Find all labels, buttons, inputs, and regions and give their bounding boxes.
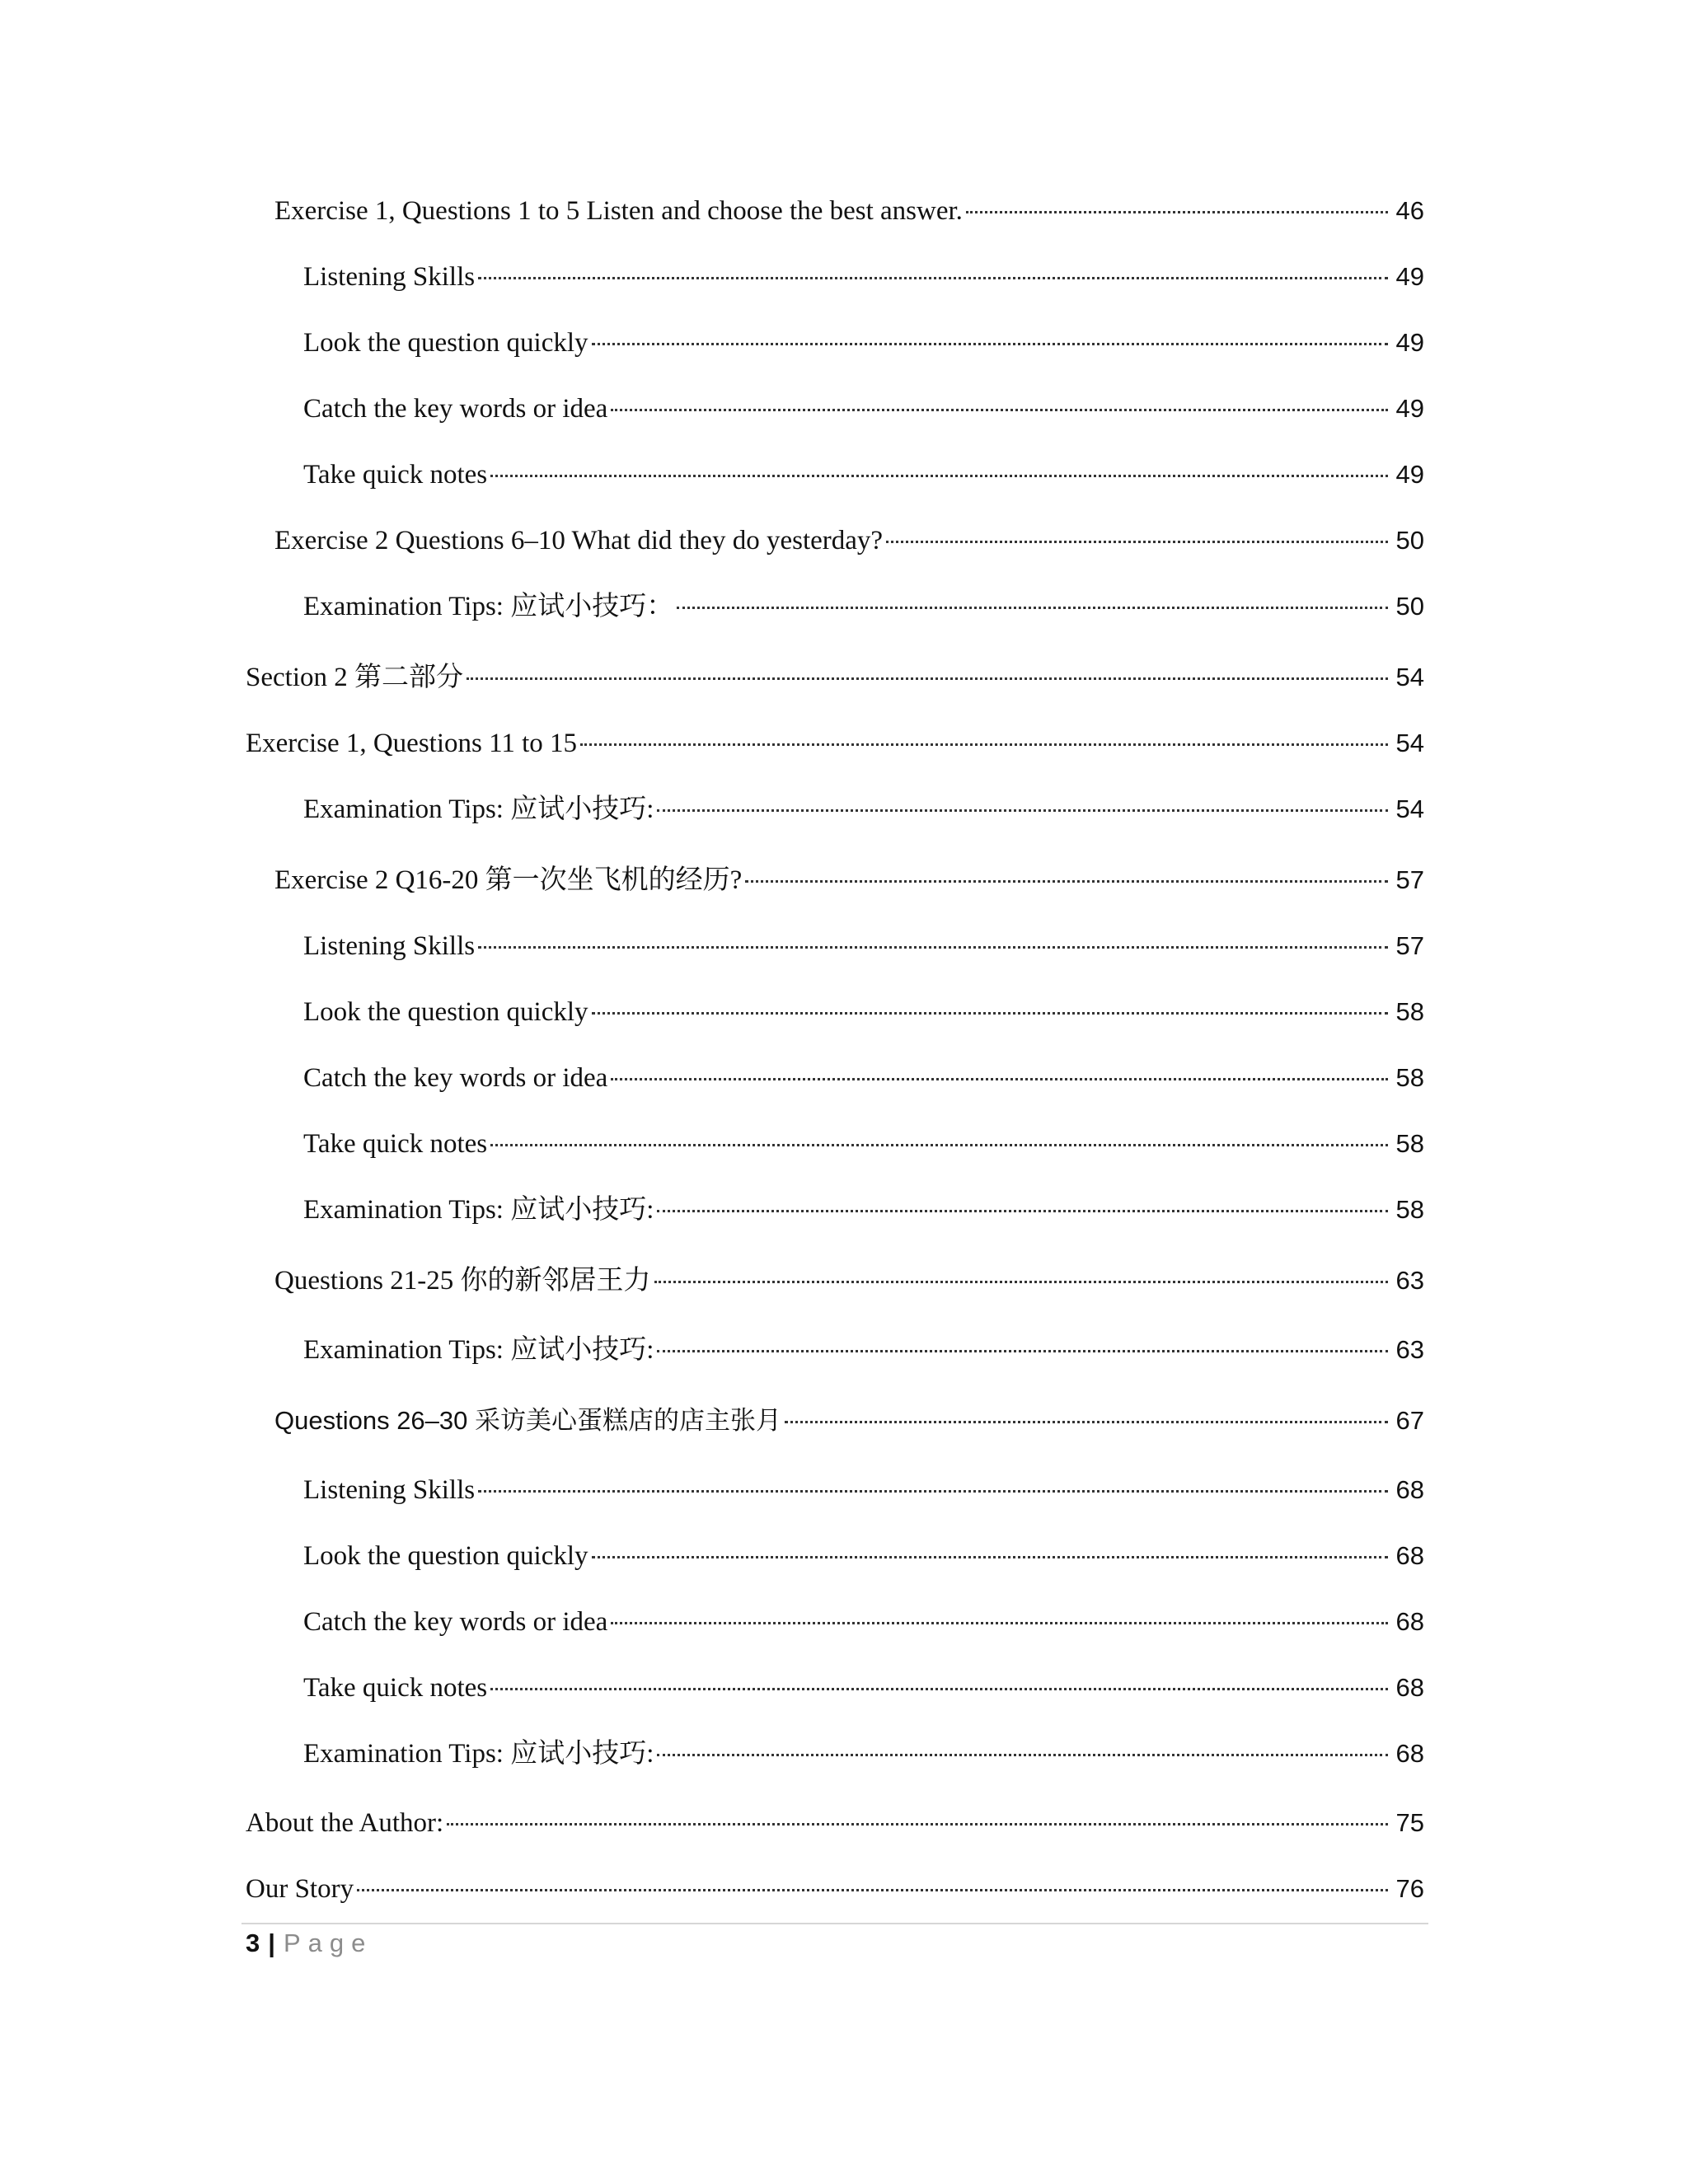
toc-entry-title: Questions 26–30 采访美心蛋糕店的店主张月 (274, 1406, 782, 1435)
toc-entry-title: Catch the key words or idea (303, 394, 608, 424)
toc-entry[interactable] (303, 458, 1424, 491)
toc-dot-leader (611, 1078, 1388, 1080)
toc-entry[interactable] (246, 1872, 1424, 1905)
toc-dot-leader (478, 277, 1388, 279)
toc-entry-page: 76 (1395, 1874, 1424, 1903)
toc-dot-leader (580, 743, 1388, 746)
toc-entry-title: Examination Tips: 应试小技巧： (303, 592, 674, 621)
toc-entry-title: Exercise 2 Q16-20 第一次坐飞机的经历? (274, 865, 743, 895)
toc-entry-page: 68 (1395, 1739, 1424, 1768)
toc-entry-page: 57 (1395, 931, 1424, 960)
toc-entry[interactable] (246, 727, 1424, 760)
toc-dot-leader (490, 475, 1388, 477)
toc-entry-title: Examination Tips: 应试小技巧: (303, 1739, 654, 1769)
toc-entry[interactable] (303, 1333, 1424, 1366)
toc-entry-page: 50 (1395, 592, 1424, 621)
toc-dot-leader (490, 1144, 1388, 1146)
toc-dot-leader (677, 607, 1388, 609)
toc-dot-leader (745, 880, 1388, 883)
toc-entry-title: Look the question quickly (303, 328, 588, 358)
toc-entry-page: 49 (1395, 460, 1424, 489)
toc-dot-leader (654, 1281, 1389, 1283)
toc-entry[interactable] (303, 930, 1424, 963)
toc-entry[interactable] (274, 524, 1424, 557)
toc-entry-page: 50 (1395, 526, 1424, 555)
toc-entry-title: Section 2 第二部分 (246, 663, 463, 692)
toc-entry-page: 54 (1395, 663, 1424, 691)
toc-dot-leader (357, 1889, 1388, 1891)
toc-entry-page: 46 (1395, 196, 1424, 225)
toc-entry-page: 58 (1395, 1063, 1424, 1092)
toc-entry-title: Take quick notes (303, 460, 488, 490)
toc-entry-page: 68 (1395, 1673, 1424, 1702)
toc-entry[interactable] (274, 1404, 1424, 1437)
toc-entry[interactable] (246, 661, 1424, 694)
toc-entry-title: Questions 21-25 你的新邻居王力 (274, 1266, 651, 1296)
toc-dot-leader (478, 946, 1388, 949)
toc-entry-title: Take quick notes (303, 1129, 488, 1159)
footer-divider (241, 1923, 1428, 1924)
toc-entry-title: Exercise 2 Questions 6–10 What did they do yesterday? (274, 526, 884, 555)
toc-entry-title: Listening Skills (303, 931, 476, 961)
toc-entry-page: 75 (1395, 1808, 1424, 1837)
toc-entry-title: Take quick notes (303, 1673, 488, 1703)
toc-dot-leader (611, 1622, 1388, 1624)
toc-entry-page: 67 (1395, 1406, 1424, 1435)
toc-entry-title: Listening Skills (303, 1475, 476, 1505)
toc-entry[interactable] (274, 1264, 1424, 1297)
toc-entry-title: Listening Skills (303, 262, 476, 292)
toc-entry[interactable] (274, 194, 1424, 227)
toc-entry[interactable] (303, 1193, 1424, 1226)
toc-entry-page: 68 (1395, 1541, 1424, 1570)
toc-entry-page: 68 (1395, 1607, 1424, 1636)
page-label: Page (283, 1929, 373, 1957)
toc-entry-page: 54 (1395, 794, 1424, 823)
toc-dot-leader (490, 1688, 1388, 1690)
toc-entry-page: 49 (1395, 262, 1424, 291)
footer-separator: | (268, 1929, 275, 1957)
toc-dot-leader (785, 1421, 1388, 1423)
toc-dot-leader (657, 1350, 1388, 1352)
toc-entry[interactable] (303, 1127, 1424, 1160)
toc-entry-title: Our Story (246, 1874, 354, 1904)
toc-entry[interactable] (303, 590, 1424, 623)
toc-entry-page: 49 (1395, 394, 1424, 423)
toc-entry[interactable] (303, 1605, 1424, 1638)
toc-entry-title: Catch the key words or idea (303, 1607, 608, 1637)
toc-entry-title: Exercise 1, Questions 1 to 5 Listen and choose the best answer. (274, 196, 963, 226)
toc-entry-title: Examination Tips: 应试小技巧: (303, 1195, 654, 1225)
toc-entry-page: 49 (1395, 328, 1424, 357)
toc-dot-leader (592, 1556, 1388, 1558)
page-number: 3 (246, 1929, 260, 1957)
toc-entry[interactable] (303, 1671, 1424, 1704)
toc-entry[interactable] (303, 392, 1424, 425)
toc-entry[interactable] (303, 996, 1424, 1029)
toc-dot-leader (592, 343, 1388, 345)
toc-entry[interactable] (303, 1062, 1424, 1094)
toc-dot-leader (478, 1490, 1388, 1493)
toc-entry[interactable] (303, 1540, 1424, 1572)
toc-dot-leader (467, 677, 1388, 680)
toc-entry-title: About the Author: (246, 1808, 444, 1838)
toc-entry[interactable] (274, 864, 1424, 897)
toc-entry-title: Examination Tips: 应试小技巧: (303, 794, 654, 824)
toc-entry-page: 57 (1395, 865, 1424, 894)
toc-entry-title: Examination Tips: 应试小技巧: (303, 1335, 654, 1365)
toc-entry-page: 58 (1395, 1129, 1424, 1158)
toc-entry[interactable] (303, 1737, 1424, 1770)
toc-dot-leader (611, 409, 1388, 411)
toc-dot-leader (657, 1754, 1388, 1756)
page-footer (246, 1929, 373, 1958)
toc-entry-title: Look the question quickly (303, 1541, 588, 1571)
toc-entry-page: 63 (1395, 1266, 1424, 1295)
toc-entry-page: 54 (1395, 729, 1424, 757)
toc-entry-title: Look the question quickly (303, 997, 588, 1027)
toc-entry-page: 58 (1395, 997, 1424, 1026)
toc-entry[interactable] (303, 1474, 1424, 1507)
toc-dot-leader (657, 1210, 1388, 1212)
toc-dot-leader (447, 1823, 1388, 1825)
toc-entry[interactable] (303, 326, 1424, 359)
toc-dot-leader (657, 809, 1388, 812)
toc-entry[interactable] (303, 260, 1424, 293)
toc-entry-title: Catch the key words or idea (303, 1063, 608, 1093)
toc-entry-title: Exercise 1, Questions 11 to 15 (246, 729, 578, 758)
toc-dot-leader (966, 211, 1388, 213)
toc-entry-page: 68 (1395, 1475, 1424, 1504)
toc-entry[interactable] (303, 793, 1424, 826)
toc-dot-leader (886, 541, 1388, 543)
toc-entry[interactable] (246, 1807, 1424, 1840)
toc-entry-page: 63 (1395, 1335, 1424, 1364)
toc-dot-leader (592, 1012, 1388, 1015)
toc-entry-page: 58 (1395, 1195, 1424, 1224)
